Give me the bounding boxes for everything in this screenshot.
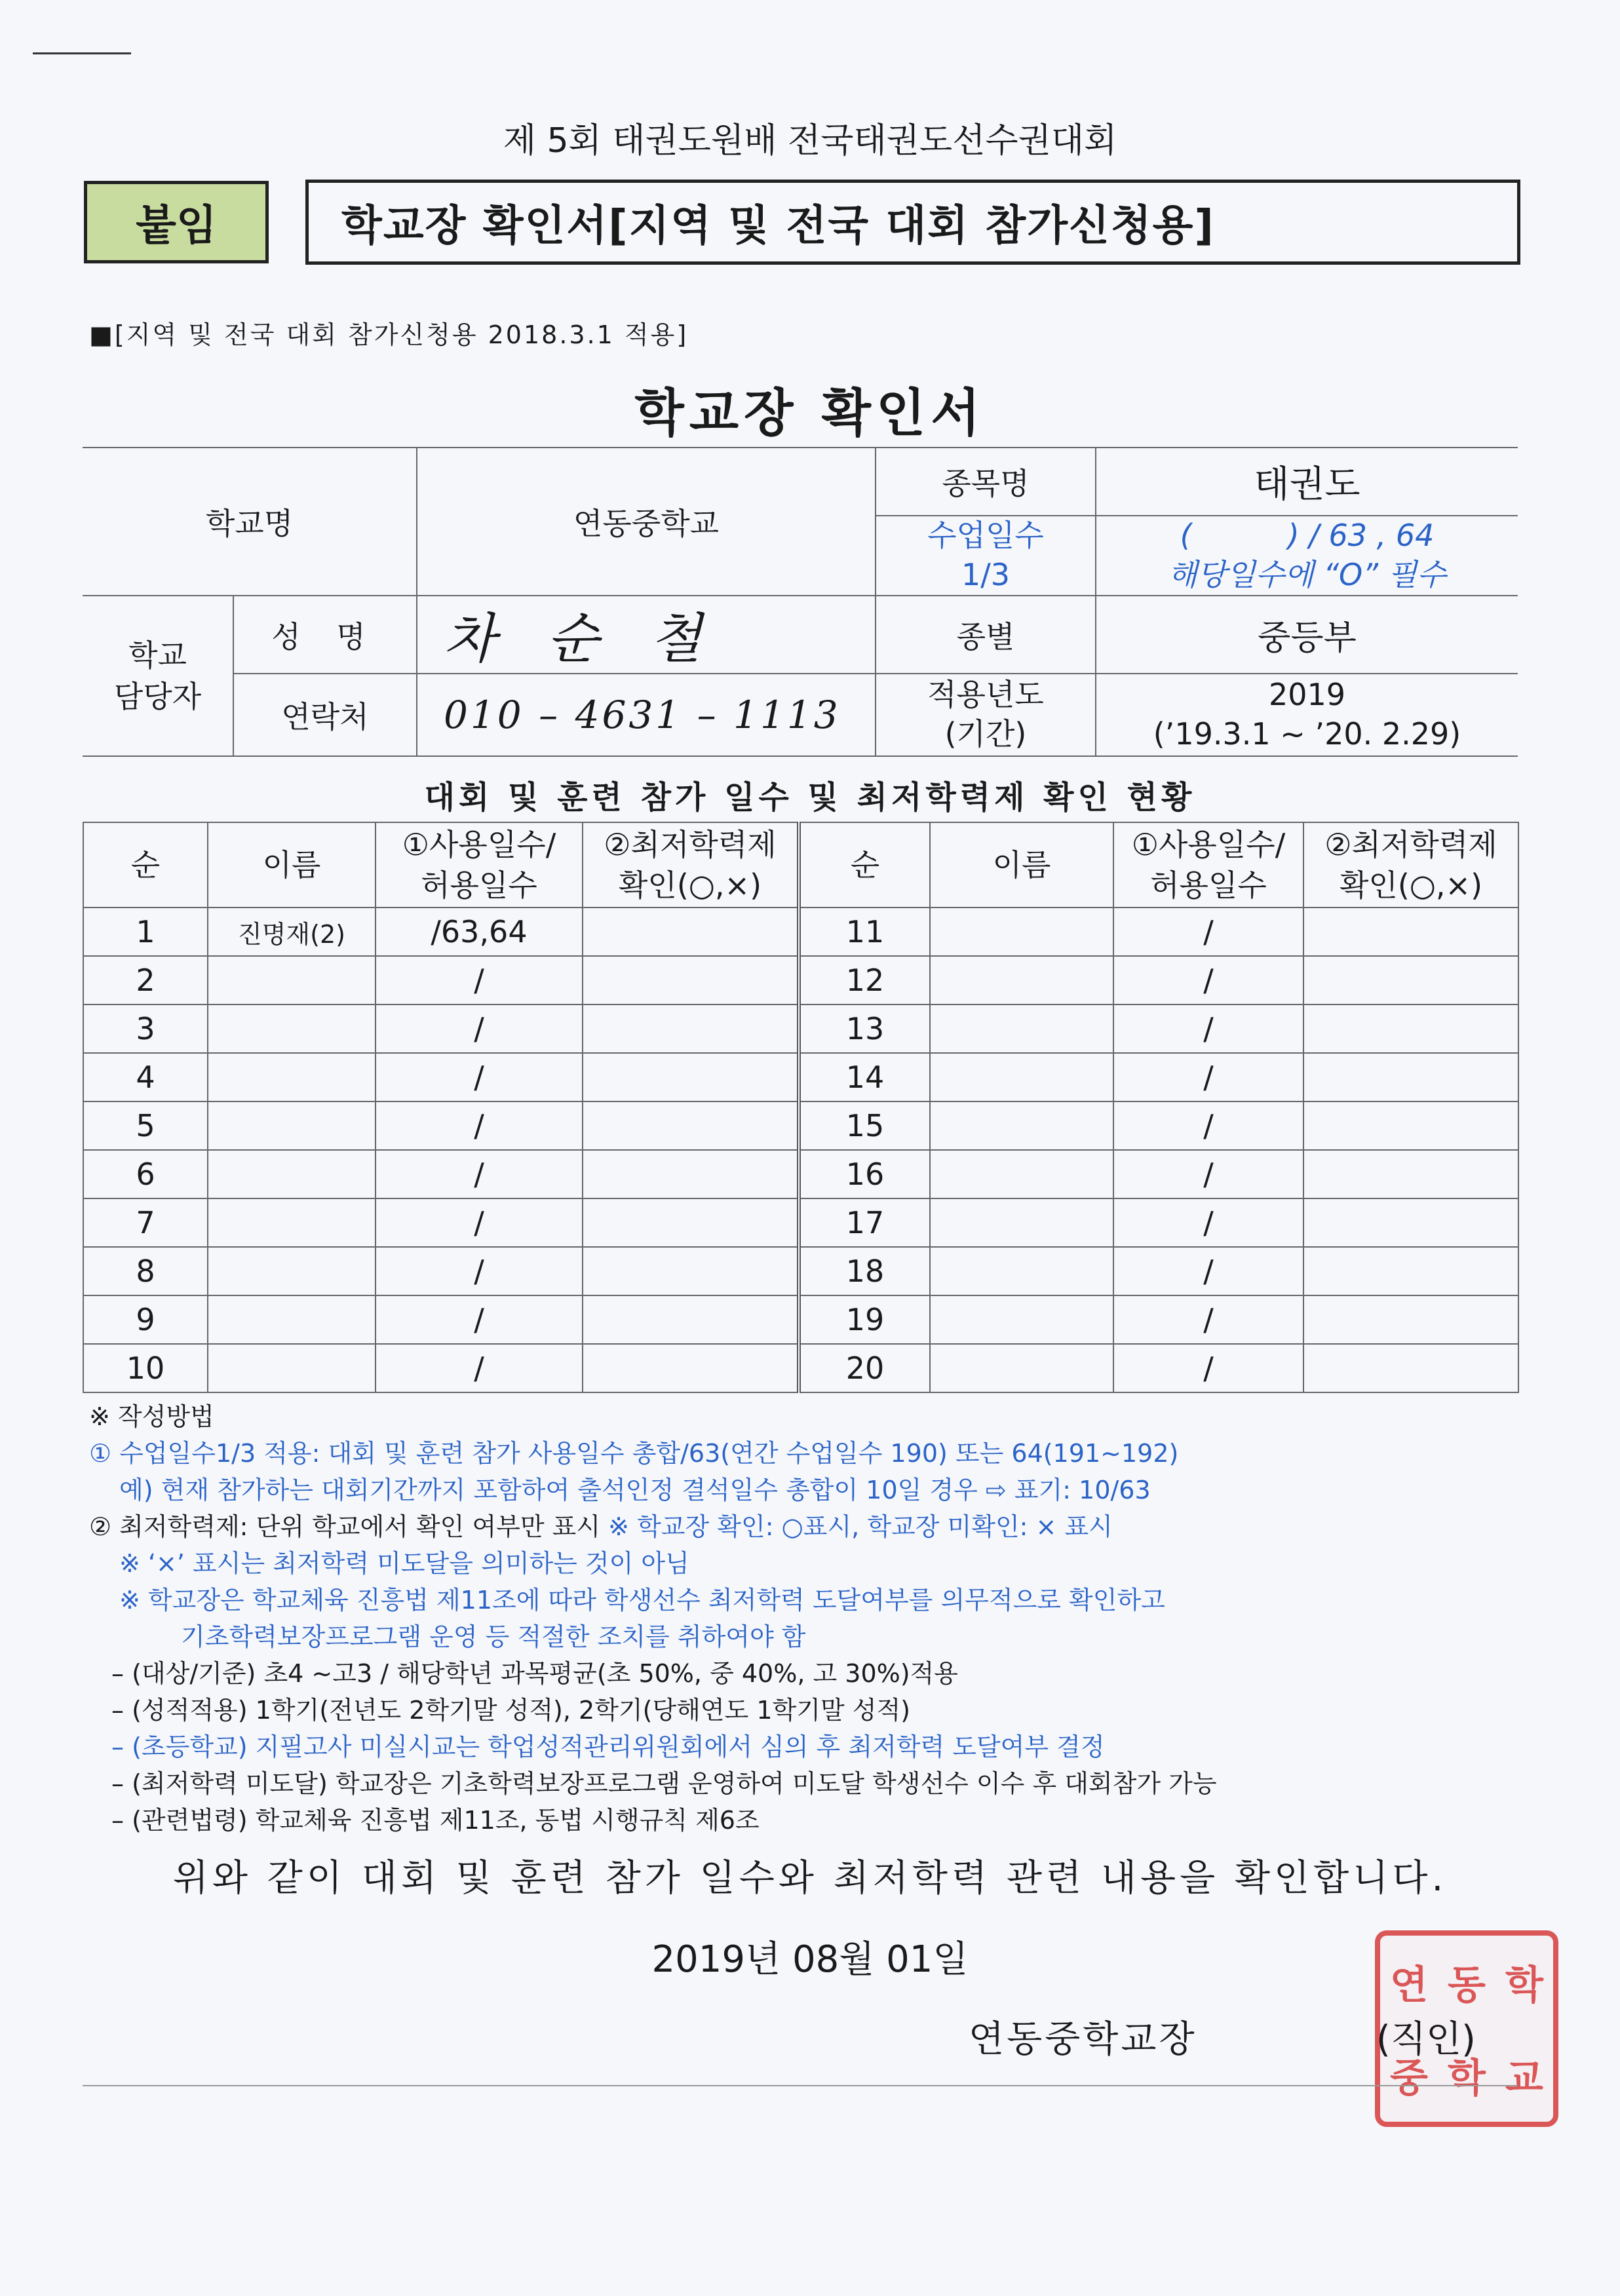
- row-name: [208, 1198, 376, 1247]
- header-name: 이름: [930, 822, 1113, 908]
- row-used-days: /: [1113, 1247, 1303, 1295]
- row-no: 1: [83, 908, 208, 956]
- row-used-days: /: [376, 1101, 583, 1150]
- row-min-check: [1303, 1247, 1518, 1295]
- sport-label: 종목명: [876, 448, 1096, 516]
- row-min-check: [583, 908, 799, 956]
- row-no: 12: [799, 956, 930, 1004]
- row-no: 15: [799, 1101, 930, 1150]
- attach-label: 붙임: [84, 181, 269, 263]
- row-min-check: [1303, 956, 1518, 1004]
- row-used-days: /: [1113, 908, 1303, 956]
- row-used-days: /63,64: [376, 908, 583, 956]
- table-row: [83, 1344, 1518, 1392]
- row-used-days: /: [376, 1004, 583, 1053]
- seal-label: (직인): [1376, 2018, 1476, 2061]
- table-row: [83, 1295, 1518, 1344]
- table-row: [83, 956, 1518, 1004]
- contact-label: 연락처: [233, 674, 417, 756]
- row-name: [930, 1198, 1113, 1247]
- row-used-days: /: [1113, 956, 1303, 1004]
- school-info-table: [83, 447, 1518, 757]
- row-no: 20: [799, 1344, 930, 1392]
- row-used-days: /: [1113, 1344, 1303, 1392]
- header-used-days: ①사용일수/ 허용일수: [1113, 822, 1303, 908]
- row-min-check: [583, 1053, 799, 1101]
- row-used-days: /: [1113, 1004, 1303, 1053]
- sport-value: 태권도: [1096, 448, 1518, 516]
- row-min-check: [1303, 1295, 1518, 1344]
- contact-handwritten: 010 – 4631 – 1113: [417, 674, 876, 756]
- row-min-check: [1303, 1344, 1518, 1392]
- bottom-rule: [83, 2085, 1518, 2086]
- instruction-4b: 기초학력보장프로그램 운영 등 적절한 조치를 취하여야 함: [181, 1622, 806, 1651]
- row-name: [930, 1295, 1113, 1344]
- row-no: 18: [799, 1247, 930, 1295]
- competition-title: 제 5회 태권도원배 전국태권도선수권대회: [503, 121, 1117, 161]
- row-used-days: /: [1113, 1295, 1303, 1344]
- instruction-2: ② 최저학력제: 단위 학교에서 확인 여부만 표시 ※ 학교장 확인: ○표시, 학교장 미확인: × 표시: [89, 1512, 1113, 1541]
- table-row: [83, 1198, 1518, 1247]
- category-value: 중등부: [1096, 596, 1518, 674]
- detail-2: – (성적적용) 1학기(전년도 2학기말 성적), 2학기(당해연도 1학기말 성적): [111, 1696, 910, 1725]
- instruction-1a: ① 수업일수1/3 적용: 대회 및 훈련 참가 사용일수 총합/63(연간 수업일수 190) 또는 64(191~192): [89, 1439, 1179, 1468]
- instruction-4a: ※ 학교장은 학교체육 진흥법 제11조에 따라 학생선수 최저학력 도달여부를 의무적으로 확인하고: [119, 1586, 1165, 1615]
- principal-title: 연동중학교장: [969, 2018, 1197, 2061]
- row-name: [208, 1344, 376, 1392]
- header-no: 순: [799, 822, 930, 908]
- row-used-days: /: [376, 956, 583, 1004]
- table-row: [83, 1101, 1518, 1150]
- row-min-check: [1303, 1101, 1518, 1150]
- row-used-days: /: [1113, 1053, 1303, 1101]
- header-min-check: ②최저학력제 확인(○,×): [1303, 822, 1518, 908]
- header-min-check: ②최저학력제 확인(○,×): [583, 822, 799, 908]
- detail-5: – (관련법령) 학교체육 진흥법 제11조, 동법 시행규칙 제6조: [111, 1806, 760, 1835]
- name-label: 성 명: [233, 596, 417, 674]
- header-name: 이름: [208, 822, 376, 908]
- row-name: [930, 1150, 1113, 1198]
- row-name: [930, 908, 1113, 956]
- school-days-value: ( ) / 63 , 64 해당일수에 “O” 필수: [1096, 516, 1518, 596]
- row-no: 3: [83, 1004, 208, 1053]
- row-no: 8: [83, 1247, 208, 1295]
- row-used-days: /: [376, 1344, 583, 1392]
- header-used-days: ①사용일수/ 허용일수: [376, 822, 583, 908]
- row-name: [930, 1053, 1113, 1101]
- document-title: 학교장 확인서: [634, 384, 986, 443]
- instruction-3: ※ ‘×’ 표시는 최저학력 미도달을 의미하는 것이 아님: [119, 1549, 689, 1578]
- row-used-days: /: [1113, 1101, 1303, 1150]
- row-no: 4: [83, 1053, 208, 1101]
- confirmation-statement: 위와 같이 대회 및 훈련 참가 일수와 최저학력 관련 내용을 확인합니다.: [172, 1857, 1448, 1900]
- row-no: 13: [799, 1004, 930, 1053]
- table-row: [83, 1004, 1518, 1053]
- row-no: 7: [83, 1198, 208, 1247]
- detail-3: – (초등학교) 지필고사 미실시교는 학업성적관리위원회에서 심의 후 최저학력 도달여부 결정: [111, 1732, 1105, 1761]
- category-label: 종별: [876, 596, 1096, 674]
- row-name: [930, 956, 1113, 1004]
- row-min-check: [583, 1101, 799, 1150]
- row-name: [208, 1295, 376, 1344]
- year-value: 2019 (’19.3.1 ~ ’20. 2.29): [1096, 674, 1518, 756]
- row-no: 2: [83, 956, 208, 1004]
- row-no: 19: [799, 1295, 930, 1344]
- row-used-days: /: [376, 1150, 583, 1198]
- row-used-days: /: [376, 1295, 583, 1344]
- row-min-check: [1303, 1198, 1518, 1247]
- year-label: 적용년도 (기간): [876, 674, 1096, 756]
- table-row: [83, 908, 1518, 956]
- row-min-check: [583, 1198, 799, 1247]
- staff-label: 학교 담당자: [83, 596, 233, 756]
- school-name: 연동중학교: [417, 448, 876, 596]
- row-min-check: [583, 1004, 799, 1053]
- row-min-check: [1303, 1150, 1518, 1198]
- row-min-check: [1303, 1004, 1518, 1053]
- row-no: 17: [799, 1198, 930, 1247]
- row-used-days: /: [376, 1053, 583, 1101]
- row-no: 16: [799, 1150, 930, 1198]
- row-min-check: [1303, 1053, 1518, 1101]
- row-used-days: /: [1113, 1150, 1303, 1198]
- row-used-days: /: [376, 1247, 583, 1295]
- row-min-check: [583, 1150, 799, 1198]
- row-no: 11: [799, 908, 930, 956]
- instruction-1b: 예) 현재 참가하는 대회기간까지 포함하여 출석인정 결석일수 총합이 10일 경우 ⇨ 표기: 10/63: [119, 1476, 1151, 1504]
- issue-date: 2019년 08월 01일: [651, 1938, 969, 1981]
- row-no: 6: [83, 1150, 208, 1198]
- row-name: [930, 1344, 1113, 1392]
- instructions-title: ※ 작성방법: [89, 1402, 214, 1431]
- row-name: [208, 1053, 376, 1101]
- detail-1: – (대상/기준) 초4 ~고3 / 해당학년 과목평균(초 50%, 중 40%, 고 30%)적용: [111, 1659, 958, 1688]
- row-no: 10: [83, 1344, 208, 1392]
- row-name: [930, 1247, 1113, 1295]
- row-name: [208, 1150, 376, 1198]
- table-row: [83, 1150, 1518, 1198]
- official-seal-stamp: 연 동 학 중 학 교: [1375, 1930, 1558, 2127]
- table-row: [83, 1053, 1518, 1101]
- row-name: [208, 1004, 376, 1053]
- row-name: [930, 1004, 1113, 1053]
- row-min-check: [583, 956, 799, 1004]
- table-row: [83, 1247, 1518, 1295]
- row-name: [208, 1247, 376, 1295]
- list-title: 대회 및 훈련 참가 일수 및 최저학력제 확인 현황: [424, 779, 1196, 816]
- row-no: 5: [83, 1101, 208, 1150]
- instructions: [89, 1398, 1551, 1839]
- apply-note: ■[지역 및 전국 대회 참가신청용 2018.3.1 적용]: [89, 320, 689, 349]
- header-no: 순: [83, 822, 208, 908]
- row-no: 9: [83, 1295, 208, 1344]
- row-no: 14: [799, 1053, 930, 1101]
- row-used-days: /: [376, 1198, 583, 1247]
- staff-name-handwritten: 차 순 철: [417, 596, 876, 674]
- participation-table: [83, 822, 1519, 1393]
- row-name: 진명재(2): [208, 908, 376, 956]
- row-min-check: [1303, 908, 1518, 956]
- row-name: [930, 1101, 1113, 1150]
- row-name: [208, 956, 376, 1004]
- school-label: 학교명: [83, 448, 417, 596]
- detail-4: – (최저학력 미도달) 학교장은 기초학력보장프로그램 운영하여 미도달 학생선수 이수 후 대회참가 가능: [111, 1769, 1217, 1798]
- row-min-check: [583, 1344, 799, 1392]
- row-used-days: /: [1113, 1198, 1303, 1247]
- row-min-check: [583, 1295, 799, 1344]
- top-rule: [33, 52, 131, 54]
- row-min-check: [583, 1247, 799, 1295]
- row-name: [208, 1101, 376, 1150]
- school-days-label: 수업일수 1/3: [876, 516, 1096, 596]
- form-title-box: 학교장 확인서[지역 및 전국 대회 참가신청용]: [305, 180, 1520, 265]
